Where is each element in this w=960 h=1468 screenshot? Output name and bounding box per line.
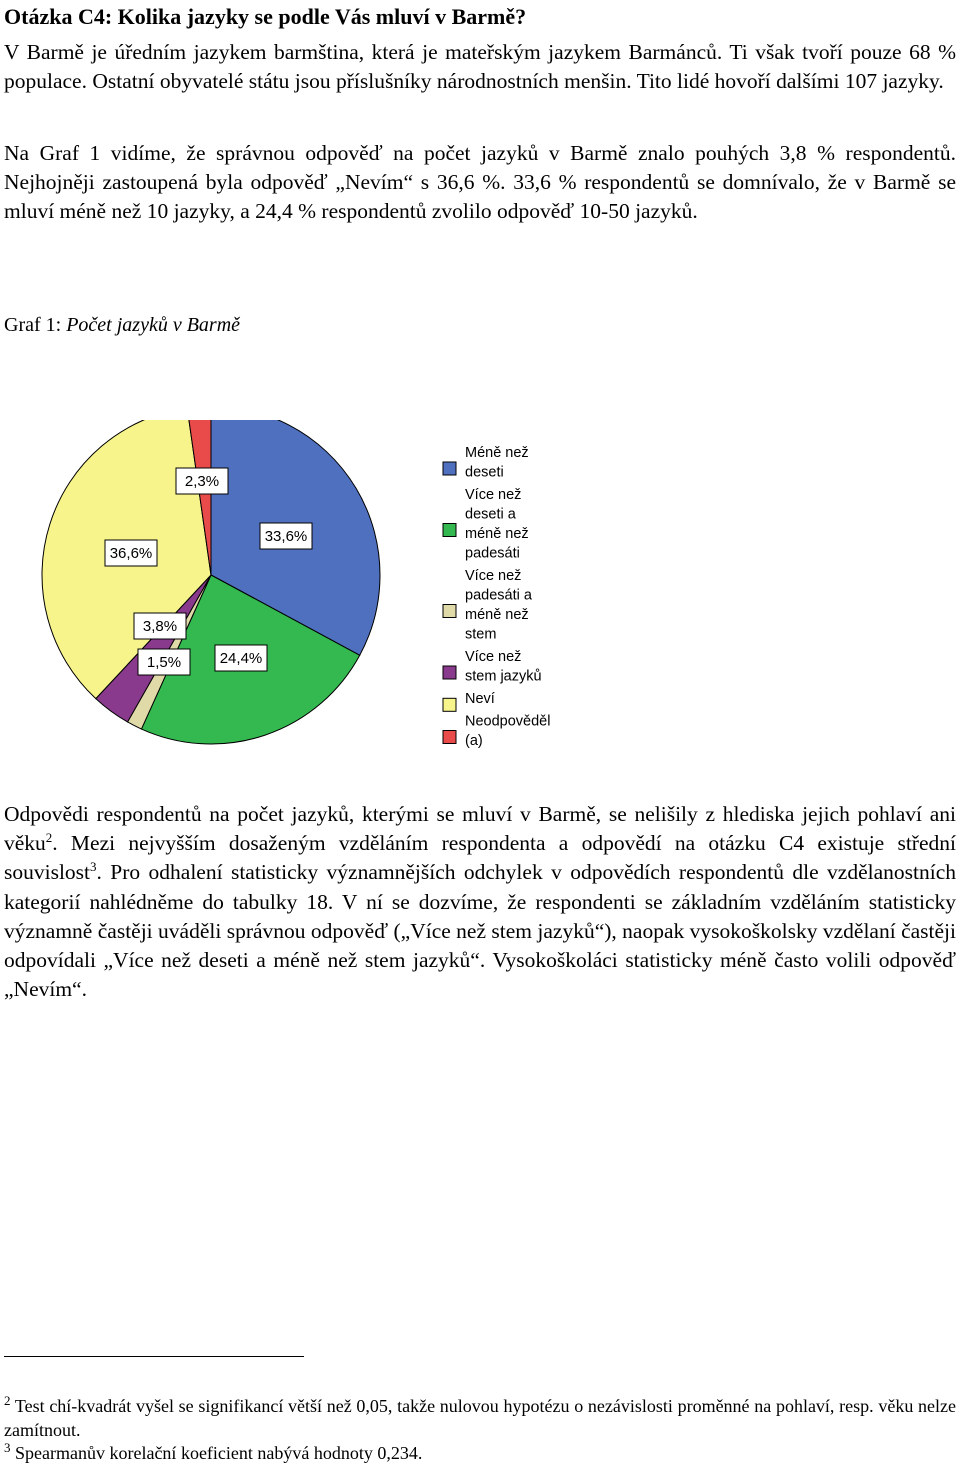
legend-entry bbox=[443, 445, 529, 481]
legend-entry bbox=[443, 649, 542, 685]
analysis-text-2: . Mezi nejvyšším dosaženým vzděláním respondenta a odpovědí na otázku C4 existuje střední souvislost bbox=[4, 831, 956, 885]
legend-swatch bbox=[443, 698, 456, 711]
legend-label: deseti bbox=[465, 464, 504, 481]
pie-label-text: 33,6% bbox=[264, 528, 308, 545]
footnote-text: Spearmanův korelační koeficient nabývá hodnoty 0,234. bbox=[10, 1443, 423, 1463]
analysis-text-3: . Pro odhalení statisticky významnějších odchylek v odpovědích respondentů dle vzdělanostních kategorií nahlédněme do tabulky 18. V ní se dozvíme, že respondenti se základním vzděláním statisticky významně častěji uváděli správnou odpověď („Více než stem jazyků“), naopak vysokoškolsky vzdělaní častěji odpovídali „Více než deseti a méně než stem jazyků“. Vysokoškoláci statisticky méně často volili odpověď „Nevím“. bbox=[4, 860, 956, 1002]
legend-label: padesáti a bbox=[465, 587, 532, 604]
pie-label-text: 3,8% bbox=[142, 618, 178, 635]
pie-label-text: 36,6% bbox=[109, 545, 153, 562]
pie-label-text: 24,4% bbox=[219, 650, 263, 667]
caption-prefix: Graf 1: bbox=[4, 314, 67, 336]
analysis-text-1: Odpovědi respondentů na počet jazyků, kterými se mluví v Barmě, se nelišily z hlediska jejich pohlaví ani věku bbox=[4, 802, 956, 856]
legend-entry bbox=[443, 691, 495, 711]
footnote-ref-2[interactable]: 2 bbox=[45, 830, 53, 846]
legend-label: stem bbox=[465, 626, 497, 643]
footnote-text: Test chí-kvadrát vyšel se signifikancí větší než 0,05, takže nulovou hypotézu o nezávislosti proměnné na pohlaví, resp. věku nelze zamítnout. bbox=[4, 1396, 956, 1440]
legend-swatch bbox=[443, 666, 456, 679]
footnote-number: 2 bbox=[4, 1393, 11, 1408]
legend-entry bbox=[443, 487, 529, 562]
footnote-number: 3 bbox=[4, 1440, 11, 1455]
question-heading: Otázka C4: Kolika jazyky se podle Vás mluví v Barmě? bbox=[4, 4, 527, 29]
legend-label: Více než bbox=[465, 487, 522, 503]
legend-label: Více než bbox=[465, 649, 522, 665]
pie-chart bbox=[0, 420, 620, 760]
legend-swatch bbox=[443, 524, 456, 537]
pie-data-label bbox=[260, 523, 312, 549]
legend-entry bbox=[443, 568, 533, 643]
legend-label: méně než bbox=[465, 526, 529, 542]
pie-data-label bbox=[134, 613, 186, 639]
legend-label: méně než bbox=[465, 607, 529, 623]
footnote-ref-3[interactable]: 3 bbox=[90, 859, 97, 875]
legend-swatch bbox=[443, 731, 456, 744]
legend-label: Méně než bbox=[465, 445, 529, 461]
legend-label: Neví bbox=[465, 691, 495, 707]
caption-title: Počet jazyků v Barmě bbox=[66, 314, 241, 336]
pie-data-label bbox=[105, 540, 157, 566]
pie-data-label bbox=[176, 468, 228, 494]
legend-entry bbox=[443, 714, 550, 750]
legend-label: Neodpověděl bbox=[465, 713, 551, 730]
analysis-paragraph bbox=[4, 800, 956, 1004]
legend-swatch bbox=[443, 462, 456, 475]
legend-label: deseti a bbox=[465, 506, 516, 523]
pie-label-text: 2,3% bbox=[184, 473, 220, 490]
chart-caption bbox=[4, 311, 240, 339]
pie-label-text: 1,5% bbox=[146, 654, 182, 671]
legend-label: Více než bbox=[465, 568, 522, 584]
results-paragraph: Na Graf 1 vidíme, že správnou odpověď na počet jazyků v Barmě znalo pouhých 3,8 % respondentů. Nejhojněji zastoupená byla odpověď „Nevím“ s 36,6 %. 33,6 % respondentů se domnívalo, že v Barmě se mluví méně než 10 jazyky, a 24,4 % respondentů zvolilo odpověď 10-50 jazyků. bbox=[4, 141, 956, 223]
pie-data-label bbox=[215, 645, 267, 671]
legend-label: stem jazyků bbox=[465, 668, 542, 685]
legend-label: padesáti bbox=[465, 545, 520, 562]
footnote-2 bbox=[4, 1394, 956, 1442]
pie-chart-container bbox=[0, 420, 620, 760]
legend-label: (a) bbox=[465, 733, 483, 749]
intro-paragraph: V Barmě je úředním jazykem barmština, která je mateřským jazykem Barmánců. Ti však tvoří pouze 68 % populace. Ostatní obyvatelé státu jsou příslušníky národnostních menšin. Tito lidé hovoří dalšími 107 jazyky. bbox=[4, 40, 956, 93]
legend-swatch bbox=[443, 605, 456, 618]
footnote-3 bbox=[4, 1441, 956, 1465]
pie-data-label bbox=[138, 649, 190, 675]
footnote-separator bbox=[4, 1356, 304, 1357]
